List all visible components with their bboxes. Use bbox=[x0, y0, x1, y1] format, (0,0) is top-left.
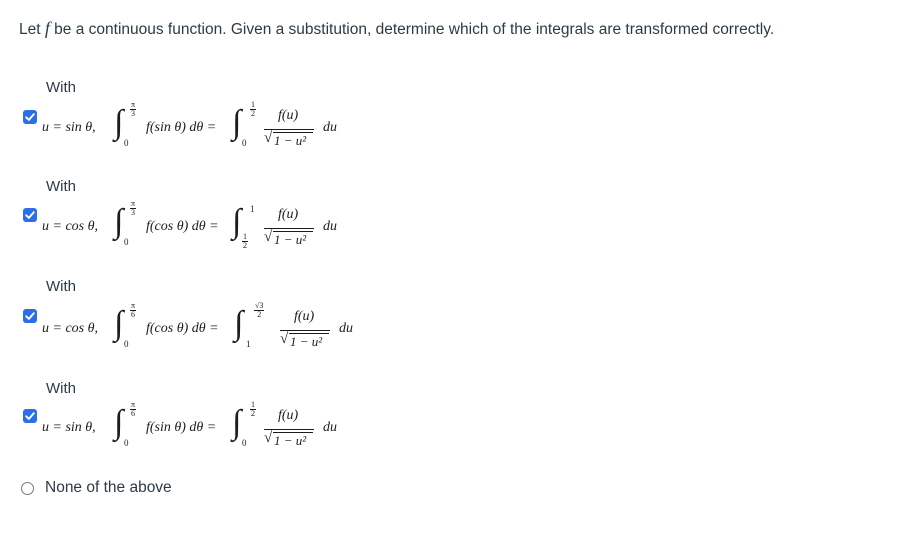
differential: du bbox=[323, 120, 337, 135]
with-label: With bbox=[46, 79, 76, 96]
differential: du bbox=[323, 219, 337, 234]
integral-limit: 1 2 bbox=[251, 400, 255, 418]
integral-limit: 0 bbox=[124, 138, 129, 148]
left-integrand: f(sin θ) dθ = bbox=[146, 420, 217, 435]
check-icon bbox=[24, 111, 36, 123]
integral-limit: 0 bbox=[124, 438, 129, 448]
with-label: With bbox=[46, 380, 76, 397]
substitution-equation bbox=[42, 201, 362, 261]
left-integrand: f(cos θ) dθ = bbox=[146, 219, 219, 234]
numerator: f(u) bbox=[294, 309, 315, 324]
answer-checkbox[interactable] bbox=[23, 409, 37, 423]
answer-checkbox[interactable] bbox=[23, 110, 37, 124]
integral-limit: 0 bbox=[124, 339, 129, 349]
integral-limit: π 3 bbox=[131, 199, 136, 217]
integral-sign: ∫ bbox=[114, 404, 124, 441]
integral-limit: π 6 bbox=[131, 400, 136, 418]
sqrt-icon: √ bbox=[264, 229, 273, 245]
question-text: Let f be a continuous function. Given a substitution, determine which of the integrals are transformed correctly. bbox=[19, 18, 775, 38]
integral-sign: ∫ bbox=[232, 203, 242, 240]
integral-sign: ∫ bbox=[232, 104, 242, 141]
left-integrand: f(sin θ) dθ = bbox=[146, 120, 217, 135]
check-icon bbox=[24, 310, 36, 322]
substitution: u = sin θ, bbox=[42, 120, 96, 135]
integral-limit: 0 bbox=[124, 237, 129, 247]
left-integrand: f(cos θ) dθ = bbox=[146, 321, 219, 336]
substitution-equation bbox=[42, 303, 362, 363]
sqrt-icon: √ bbox=[264, 430, 273, 446]
substitution-equation bbox=[42, 402, 362, 462]
none-of-the-above-label[interactable]: None of the above bbox=[45, 479, 172, 496]
with-label: With bbox=[46, 278, 76, 295]
sqrt-icon: √ bbox=[280, 331, 289, 347]
substitution: u = cos θ, bbox=[42, 321, 98, 336]
integral-limit: π 6 bbox=[131, 301, 136, 319]
numerator: f(u) bbox=[278, 207, 299, 222]
numerator: f(u) bbox=[278, 408, 299, 423]
denominator: 1 − u² bbox=[274, 433, 307, 448]
check-icon bbox=[24, 209, 36, 221]
substitution-equation bbox=[42, 102, 362, 162]
none-of-the-above-radio[interactable] bbox=[21, 482, 34, 495]
answer-checkbox[interactable] bbox=[23, 208, 37, 222]
integral-sign: ∫ bbox=[114, 203, 124, 240]
answer-checkbox[interactable] bbox=[23, 309, 37, 323]
integral-limit: π 3 bbox=[131, 100, 136, 118]
differential: du bbox=[323, 420, 337, 435]
denominator: 1 − u² bbox=[290, 334, 323, 349]
integral-limit: 0 bbox=[242, 438, 247, 448]
integral-limit: 1 bbox=[250, 204, 255, 214]
numerator: f(u) bbox=[278, 108, 299, 123]
integral-limit: 0 bbox=[242, 138, 247, 148]
sqrt-icon: √ bbox=[264, 130, 273, 146]
integral-sign: ∫ bbox=[234, 305, 244, 342]
integral-limit: 1 2 bbox=[251, 100, 255, 118]
substitution: u = sin θ, bbox=[42, 420, 96, 435]
integral-sign: ∫ bbox=[114, 305, 124, 342]
integral-limit: 1 2 bbox=[243, 232, 247, 250]
denominator: 1 − u² bbox=[274, 232, 307, 247]
integral-limit: √3 2 bbox=[255, 301, 264, 319]
integral-limit: 1 bbox=[246, 339, 251, 349]
integral-sign: ∫ bbox=[114, 104, 124, 141]
substitution: u = cos θ, bbox=[42, 219, 98, 234]
denominator: 1 − u² bbox=[274, 133, 307, 148]
differential: du bbox=[339, 321, 353, 336]
with-label: With bbox=[46, 178, 76, 195]
integral-sign: ∫ bbox=[232, 404, 242, 441]
check-icon bbox=[24, 410, 36, 422]
function-symbol: f bbox=[44, 18, 50, 38]
